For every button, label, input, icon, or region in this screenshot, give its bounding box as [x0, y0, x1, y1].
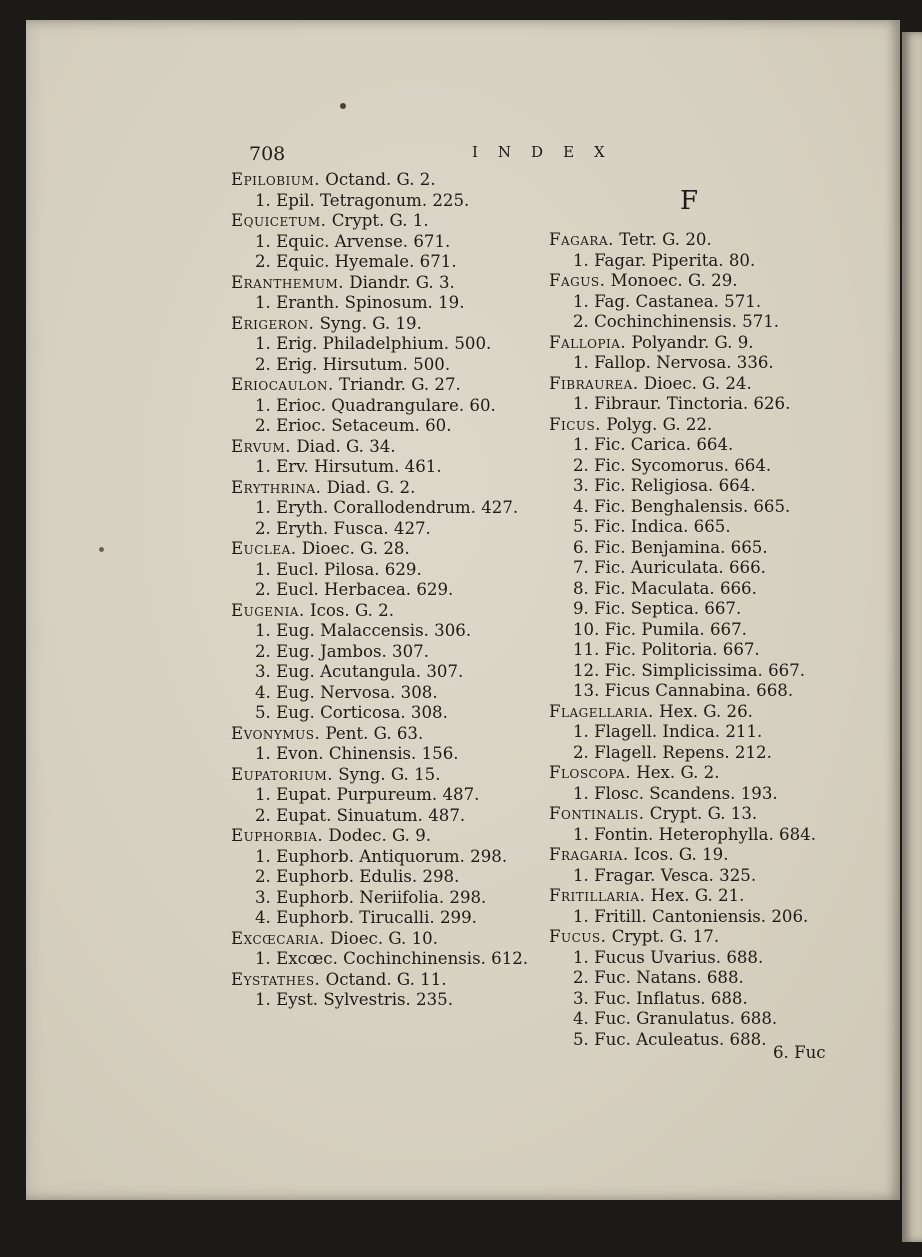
genus-class: Crypt. G. 13. — [644, 804, 758, 823]
genus-entry — [231, 970, 546, 991]
genus-class: Triandr. G. 27. — [333, 375, 461, 394]
genus-entry — [549, 230, 849, 251]
genus-class: Crypt. G. 17. — [606, 927, 720, 946]
species-entry: 1. Fallop. Nervosa. 336. — [573, 353, 774, 372]
genus-class: Tetr. G. 20. — [613, 230, 712, 249]
species-entry: 2. Cochinchinensis. 571. — [573, 312, 780, 331]
genus-entry — [549, 763, 849, 784]
page-number: 708 — [249, 143, 286, 165]
genus-entry — [231, 929, 546, 950]
genus-entry — [231, 375, 546, 396]
catchword: 6. Fuc — [773, 1043, 826, 1062]
genus-name: Ficus. — [549, 414, 602, 434]
species-entry: 2. Fuc. Natans. 688. — [573, 968, 744, 987]
species-entry: 2. Eryth. Fusca. 427. — [255, 518, 431, 538]
genus-name: Fragaria. — [549, 845, 629, 864]
genus-class: Monoec. G. 29. — [605, 271, 738, 290]
species-entry: 1. Excœc. Cochinchinensis. 612. — [255, 949, 529, 968]
species-entry: 9. Fic. Septica. 667. — [573, 599, 742, 618]
genus-name: Fritillaria. — [549, 886, 646, 905]
genus-name: Fagus. — [549, 271, 606, 290]
species-entry: 2. Eucl. Herbacea. 629. — [255, 580, 454, 599]
genus-entry — [231, 724, 546, 745]
species-entry: 1. Equic. Arvense. 671. — [255, 231, 451, 251]
genus-name: Eystathes. — [231, 969, 321, 989]
genus-name: Euphorbia. — [231, 826, 324, 845]
genus-class: Hex. G. 21. — [645, 886, 745, 905]
species-entry: 3. Fic. Religiosa. 664. — [573, 476, 756, 495]
genus-name: Floscopa. — [549, 763, 631, 782]
genus-name: Eranthemum. — [231, 272, 345, 292]
genus-entry — [549, 271, 849, 292]
genus-class: Octand. G. 2. — [319, 170, 436, 189]
species-entry: 1. Flosc. Scandens. 193. — [573, 783, 778, 803]
genus-entry — [231, 170, 546, 191]
genus-name: Ervum. — [231, 436, 292, 456]
species-entry: 1. Eryth. Corallodendrum. 427. — [255, 498, 519, 517]
species-entry: 2. Flagell. Repens. 212. — [573, 742, 772, 762]
species-entry: 3. Fuc. Inflatus. 688. — [573, 988, 748, 1008]
genus-entry — [549, 702, 849, 723]
genus-name: Excœcaria. — [231, 928, 325, 948]
species-entry: 2. Erioc. Setaceum. 60. — [255, 416, 452, 435]
species-entry: 7. Fic. Auriculata. 666. — [573, 558, 766, 577]
species-entry: 1. Eucl. Pilosa. 629. — [255, 559, 422, 579]
genus-entry — [549, 927, 849, 948]
species-entry: 4. Fic. Benghalensis. 665. — [573, 496, 791, 516]
species-entry: 3. Eug. Acutangula. 307. — [255, 662, 464, 681]
genus-name: Fibraurea. — [549, 373, 639, 393]
genus-name: Evonymus. — [231, 723, 321, 743]
species-entry: 2. Erig. Hirsutum. 500. — [255, 354, 451, 374]
genus-entry — [549, 886, 849, 907]
species-entry: 1. Fagar. Piperita. 80. — [573, 250, 756, 270]
ink-spot — [99, 547, 104, 552]
genus-entry — [549, 845, 849, 866]
running-head: INDEX — [472, 143, 625, 161]
species-entry: 2. Euphorb. Edulis. 298. — [255, 867, 460, 886]
genus-entry — [549, 333, 849, 354]
genus-class: Polyg. G. 22. — [601, 414, 713, 434]
species-entry: 1. Fucus Uvarius. 688. — [573, 947, 764, 967]
species-entry: 1. Fragar. Vesca. 325. — [573, 865, 757, 885]
genus-entry — [231, 601, 546, 622]
genus-entry — [231, 211, 546, 232]
genus-class: Hex. G. 2. — [630, 763, 720, 782]
species-entry: 1. Fritill. Cantoniensis. 206. — [573, 906, 809, 926]
species-entry: 1. Eyst. Sylvestris. 235. — [255, 990, 454, 1009]
genus-name: Fontinalis. — [549, 804, 645, 823]
species-entry: 5. Eug. Corticosa. 308. — [255, 703, 448, 722]
species-entry: 1. Fibraur. Tinctoria. 626. — [573, 394, 791, 413]
species-entry: 5. Fic. Indica. 665. — [573, 517, 731, 536]
genus-class: Diandr. G. 3. — [344, 272, 455, 292]
species-entry: 1. Erv. Hirsutum. 461. — [255, 457, 442, 476]
index-column-right — [549, 230, 849, 1050]
genus-entry — [231, 765, 546, 786]
genus-name: Eriocaulon. — [231, 375, 334, 394]
genus-entry — [231, 826, 546, 847]
genus-name: Epilobium. — [231, 170, 320, 189]
genus-class: Crypt. G. 1. — [326, 211, 429, 230]
species-entry: 4. Eug. Nervosa. 308. — [255, 682, 438, 702]
index-column-left — [231, 170, 546, 1011]
genus-name: Eupatorium. — [231, 764, 334, 784]
species-entry: 2. Eug. Jambos. 307. — [255, 641, 429, 661]
species-entry: 5. Fuc. Aculeatus. 688. — [573, 1029, 767, 1049]
species-entry: 4. Fuc. Granulatus. 688. — [573, 1009, 778, 1028]
section-letter: F — [680, 186, 699, 216]
genus-entry — [549, 415, 849, 436]
genus-entry — [549, 374, 849, 395]
genus-class: Pent. G. 63. — [320, 723, 424, 743]
species-entry: 1. Evon. Chinensis. 156. — [255, 744, 459, 763]
species-entry: 6. Fic. Benjamina. 665. — [573, 537, 768, 557]
species-entry: 11. Fic. Politoria. 667. — [573, 640, 760, 659]
facing-page-edge — [902, 32, 922, 1242]
genus-class: Dodec. G. 9. — [323, 826, 432, 845]
genus-entry — [231, 437, 546, 458]
genus-name: Fucus. — [549, 927, 607, 946]
species-entry: 1. Eupat. Purpureum. 487. — [255, 785, 480, 804]
genus-class: Icos. G. 2. — [304, 600, 394, 620]
genus-entry — [231, 539, 546, 560]
genus-class: Syng. G. 15. — [333, 764, 441, 784]
species-entry: 1. Eug. Malaccensis. 306. — [255, 621, 472, 640]
species-entry: 1. Erioc. Quadrangulare. 60. — [255, 395, 496, 415]
species-entry: 1. Fic. Carica. 664. — [573, 435, 734, 454]
species-entry: 13. Ficus Cannabina. 668. — [573, 681, 794, 700]
species-entry: 2. Equic. Hyemale. 671. — [255, 252, 457, 271]
genus-entry — [231, 273, 546, 294]
species-entry: 2. Fic. Sycomorus. 664. — [573, 455, 772, 475]
species-entry: 1. Flagell. Indica. 211. — [573, 722, 763, 741]
species-entry: 1. Fag. Castanea. 571. — [573, 291, 762, 311]
genus-class: Octand. G. 11. — [320, 969, 447, 989]
species-entry: 10. Fic. Pumila. 667. — [573, 619, 747, 639]
genus-name: Fagara. — [549, 230, 614, 249]
genus-name: Fallopia. — [549, 332, 627, 352]
species-entry: 8. Fic. Maculata. 666. — [573, 578, 757, 598]
species-entry: 2. Eupat. Sinuatum. 487. — [255, 805, 466, 825]
genus-class: Hex. G. 26. — [653, 701, 753, 721]
genus-name: Equicetum. — [231, 211, 327, 230]
genus-class: Polyandr. G. 9. — [626, 332, 754, 352]
genus-class: Syng. G. 19. — [314, 313, 422, 333]
genus-entry — [231, 478, 546, 499]
genus-entry — [231, 314, 546, 335]
genus-entry — [549, 804, 849, 825]
species-entry: 1. Epil. Tetragonum. 225. — [255, 190, 470, 210]
species-entry: 12. Fic. Simplicissima. 667. — [573, 660, 806, 680]
genus-class: Diad. G. 34. — [291, 436, 396, 456]
genus-class: Dioec. G. 10. — [324, 928, 438, 948]
genus-name: Erythrina. — [231, 477, 322, 497]
genus-name: Euclea. — [231, 539, 297, 558]
ink-spot — [340, 103, 346, 109]
species-entry: 1. Euphorb. Antiquorum. 298. — [255, 846, 508, 866]
genus-class: Dioec. G. 24. — [638, 373, 752, 393]
species-entry: 1. Erig. Philadelphium. 500. — [255, 334, 492, 353]
genus-name: Eugenia. — [231, 600, 305, 620]
species-entry: 1. Fontin. Heterophylla. 684. — [573, 824, 816, 844]
page-header — [0, 143, 922, 167]
species-entry: 4. Euphorb. Tirucalli. 299. — [255, 908, 477, 927]
genus-name: Erigeron. — [231, 313, 315, 333]
genus-class: Icos. G. 19. — [628, 845, 729, 864]
species-entry: 3. Euphorb. Neriifolia. 298. — [255, 887, 487, 907]
genus-class: Diad. G. 2. — [321, 477, 416, 497]
genus-name: Flagellaria. — [549, 701, 654, 721]
genus-class: Dioec. G. 28. — [296, 539, 410, 558]
species-entry: 1. Eranth. Spinosum. 19. — [255, 293, 465, 312]
